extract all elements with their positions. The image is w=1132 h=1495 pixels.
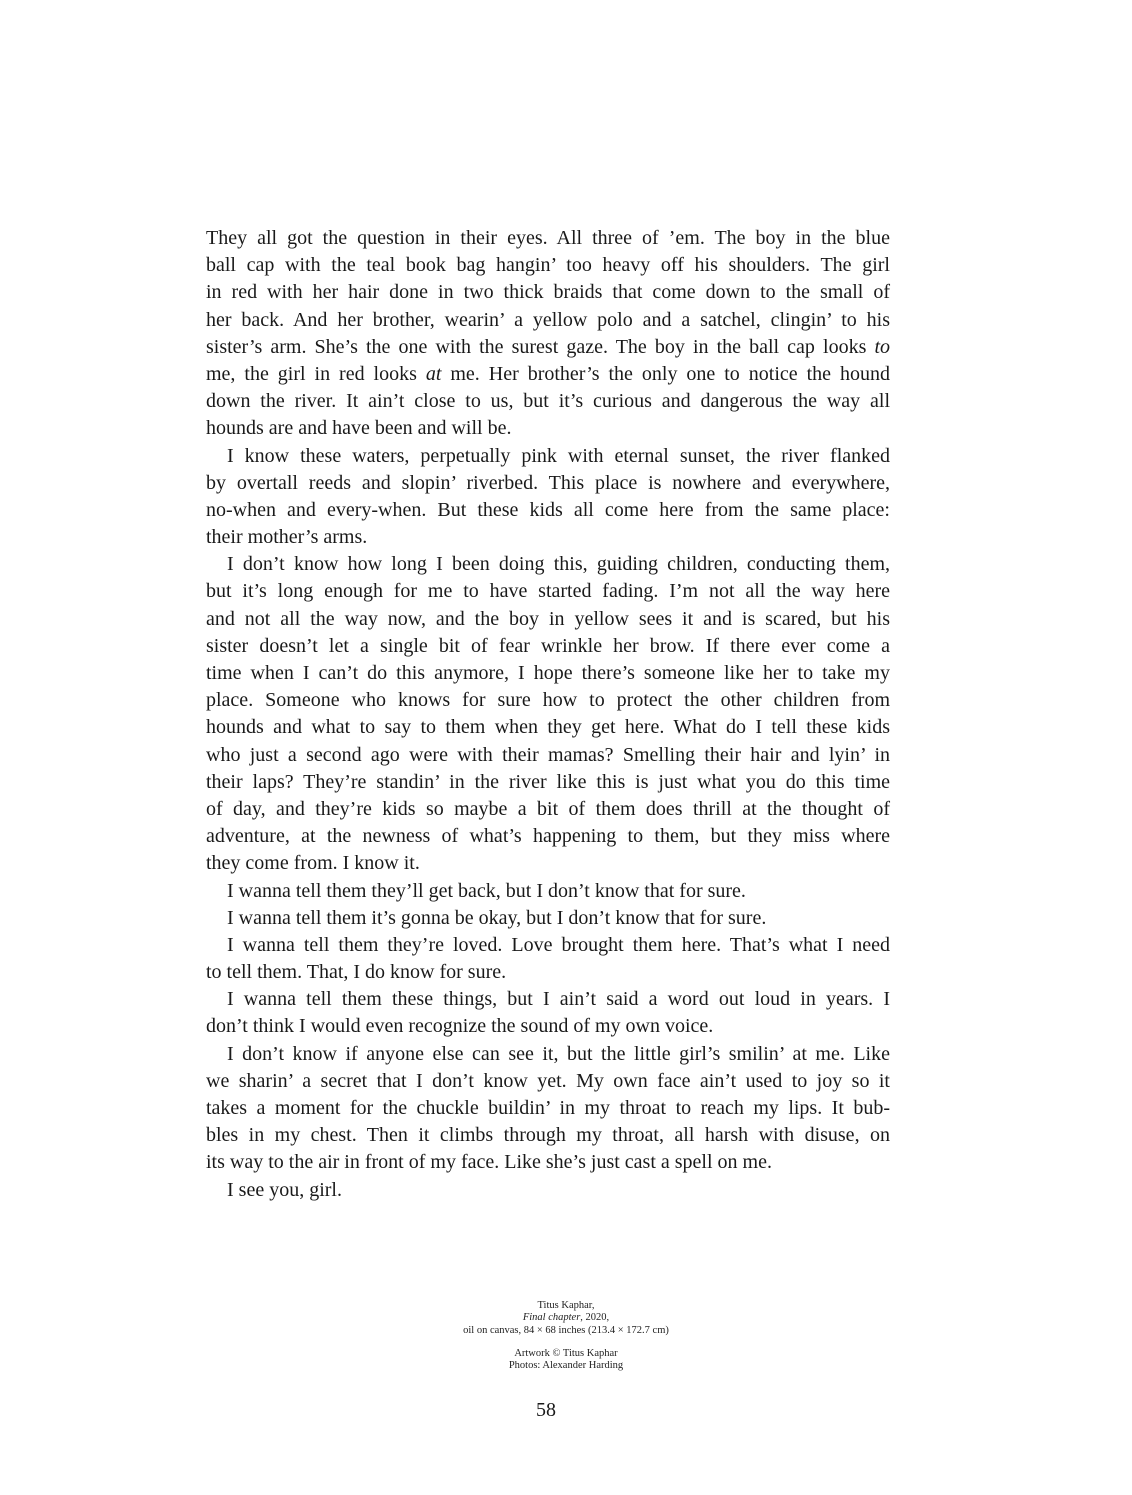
text-line: in red with her hair done in two thick braids that come down to the small of [206,281,890,304]
text-line: sister’s arm. She’s the one with the surest gaze. The boy in the ball cap looks to [206,335,890,358]
text-line: I wanna tell them they’ll get back, but I don’t know that for sure. [227,879,746,902]
text-line: I don’t know how long I been doing this, guiding children, conducting them, [227,553,890,576]
text-line: adventure, at the newness of what’s happening to them, but they miss where [206,825,890,848]
text-line: time when I can’t do this anymore, I hope there’s someone like her to take my [206,662,890,684]
text-line: don’t think I would even recognize the sound of my own voice. [206,1015,714,1038]
text-line: sister doesn’t let a single bit of fear wrinkle her brow. If there ever come a [206,634,890,657]
text-line: They all got the question in their eyes. All three of ’em. The boy in the blue [206,227,890,249]
text-line: to tell them. That, I do know for sure. [206,961,507,984]
text-line: who just a second ago were with their mamas? Smelling their hair and lyin’ in [206,743,890,766]
text-line: by overtall reeds and slopin’ riverbed. This place is nowhere and everywhere, [206,471,890,494]
text-line: no-when and every-when. But these kids all come here from the same place: [206,498,890,521]
text-line: I wanna tell them it’s gonna be okay, but I don’t know that for sure. [227,906,767,929]
text-line: I know these waters, perpetually pink with eternal sunset, the river flanked [227,444,890,467]
text-line: takes a moment for the chuckle buildin’ in my throat to reach my lips. It bub- [206,1097,890,1119]
text-line: hounds are and have been and will be. [206,417,512,440]
caption-spacer [366,1337,766,1348]
text-line: place. Someone who knows for sure how to protect the other children from [206,689,890,712]
text-line: they come from. I know it. [206,852,420,875]
text-line: I wanna tell them they’re loved. Love brought them here. That’s what I need [227,933,890,956]
text-line: her back. And her brother, wearin’ a yellow polo and a satchel, clingin’ to his [206,308,890,331]
text-line: ball cap with the teal book bag hangin’ too heavy off his shoulders. The girl [206,254,890,277]
text-line: its way to the air in front of my face. Like she’s just cast a spell on me. [206,1151,772,1174]
caption-title: Final chapter [522,1312,581,1324]
text-line: their laps? They’re standin’ in the river like this is just what you do this time [206,770,890,793]
emphasis: at [425,362,442,385]
artwork-caption [366,1300,766,1372]
emphasis: to [874,335,890,358]
text-line: bles in my chest. Then it climbs through my throat, all harsh with disuse, on [206,1124,890,1147]
text-line: their mother’s arms. [206,526,368,549]
text-line: I see you, girl. [227,1178,342,1201]
text-line: me, the girl in red looks at me. Her brother’s the only one to notice the hound [206,362,890,385]
text-line: hounds and what to say to them when they get here. What do I tell these kids [206,716,890,739]
text-line: I don’t know if anyone else can see it, but the little girl’s smilin’ at me. Like [227,1042,890,1065]
text-line: we sharin’ a secret that I don’t know yet. My own face ain’t used to joy so it [206,1069,890,1092]
text-line: of day, and they’re kids so maybe a bit of them does thrill at the thought of [206,797,890,820]
text-line: down the river. It ain’t close to us, but it’s curious and dangerous the way all [206,390,890,413]
caption-title-suffix: , 2020, [580,1312,610,1324]
text-line: but it’s long enough for me to have started fading. I’m not all the way here [206,580,890,603]
caption-medium: oil on canvas, 84 × 68 inches (213.4 × 172.7 cm) [463,1324,669,1336]
caption-title-line [366,1312,766,1324]
text-line: I wanna tell them these things, but I ain’t said a word out loud in years. I [227,988,890,1011]
caption-photos: Photos: Alexander Harding [508,1360,624,1372]
caption-credit: Artwork © Titus Kaphar [514,1347,618,1359]
caption-artist: Titus Kaphar, [537,1300,595,1311]
text-line: and not all the way now, and the boy in yellow sees it and is scared, but his [206,607,890,630]
body-text [206,225,890,1204]
page-number: 58 [536,1399,556,1421]
